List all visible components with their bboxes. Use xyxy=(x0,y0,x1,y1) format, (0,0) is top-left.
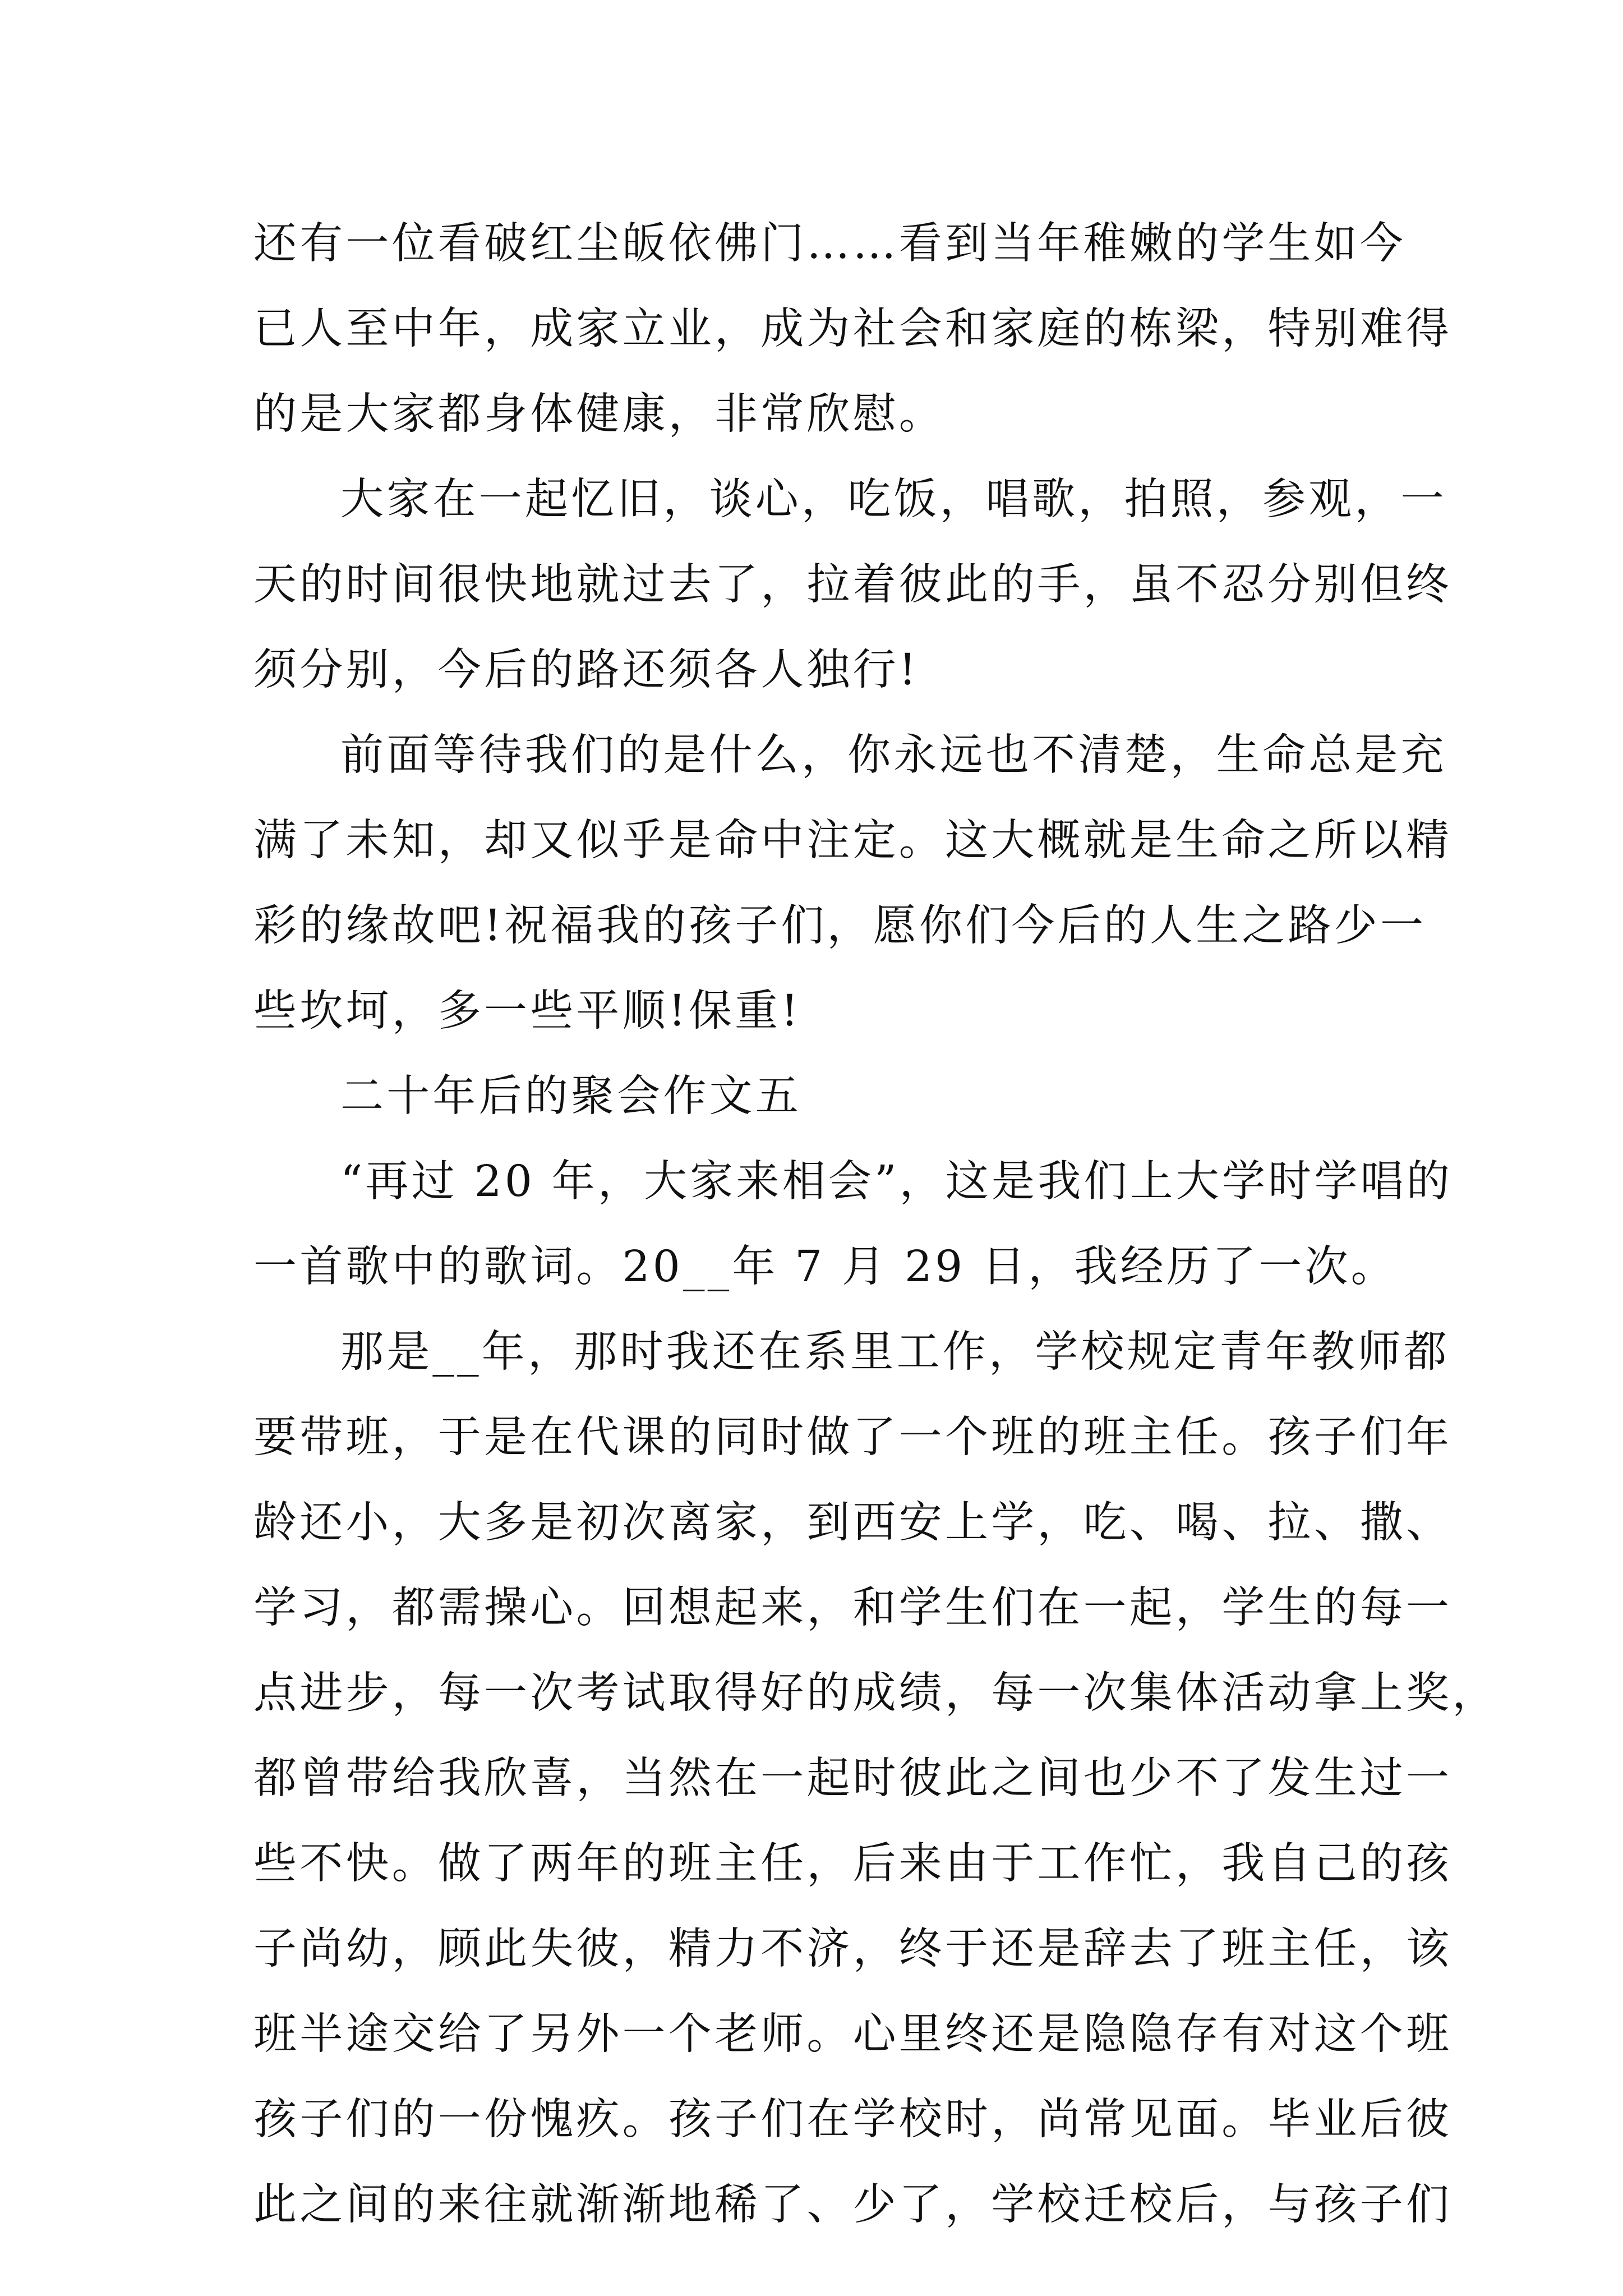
text-line: 一首歌中的歌词。20__年 7 月 29 日，我经历了一次。 xyxy=(253,1242,1397,1292)
text-line: 学习，都需操心。回想起来，和学生们在一起，学生的每一 xyxy=(253,1583,1453,1633)
text-line: 天的时间很快地就过去了，拉着彼此的手，虽不忍分别但终 xyxy=(253,560,1453,610)
text-line: 些不快。做了两年的班主任，后来由于工作忙，我自己的孩 xyxy=(253,1839,1453,1889)
paragraph-start-line: 大家在一起忆旧，谈心，吃饭，唱歌，拍照，参观，一 xyxy=(340,475,1447,524)
paragraph-start-line: 前面等待我们的是什么，你永远也不清楚，生命总是充 xyxy=(340,730,1447,780)
text-line: 须分别，今后的路还须各人独行! xyxy=(253,645,919,695)
text-line: 已人至中年，成家立业，成为社会和家庭的栋梁，特别难得 xyxy=(253,304,1453,354)
text-line: 此之间的来往就渐渐地稀了、少了，学校迁校后，与孩子们 xyxy=(253,2180,1453,2230)
text-line: 都曾带给我欣喜，当然在一起时彼此之间也少不了发生过一 xyxy=(253,1754,1453,1803)
text-line: 班半途交给了另外一个老师。心里终还是隐隐存有对这个班 xyxy=(253,2009,1453,2059)
text-line: 些坎坷，多一些平顺!保重! xyxy=(253,986,801,1036)
text-line: 还有一位看破红尘皈依佛门……看到当年稚嫩的学生如今 xyxy=(253,219,1406,269)
text-line: 孩子们的一份愧疚。孩子们在学校时，尚常见面。毕业后彼 xyxy=(253,2095,1453,2145)
section-heading: 二十年后的聚会作文五 xyxy=(340,1071,801,1121)
text-line: 满了未知，却又似乎是命中注定。这大概就是生命之所以精 xyxy=(253,816,1453,866)
text-line: 的是大家都身体健康，非常欣慰。 xyxy=(253,389,945,439)
text-line: 要带班，于是在代课的同时做了一个班的班主任。孩子们年 xyxy=(253,1412,1453,1462)
text-line: 龄还小，大多是初次离家，到西安上学，吃、喝、拉、撒、 xyxy=(253,1498,1453,1548)
paragraph-start-line: 那是__年，那时我还在系里工作，学校规定青年教师都 xyxy=(340,1327,1450,1377)
paragraph-start-line: “再过 20 年，大家来相会”，这是我们上大学时学唱的 xyxy=(340,1157,1453,1207)
text-line: 彩的缘故吧!祝福我的孩子们，愿你们今后的人生之路少一 xyxy=(253,901,1427,951)
text-line: 子尚幼，顾此失彼，精力不济，终于还是辞去了班主任，该 xyxy=(253,1924,1453,1974)
text-line: 点进步，每一次考试取得好的成绩，每一次集体活动拿上奖， xyxy=(253,1668,1498,1718)
